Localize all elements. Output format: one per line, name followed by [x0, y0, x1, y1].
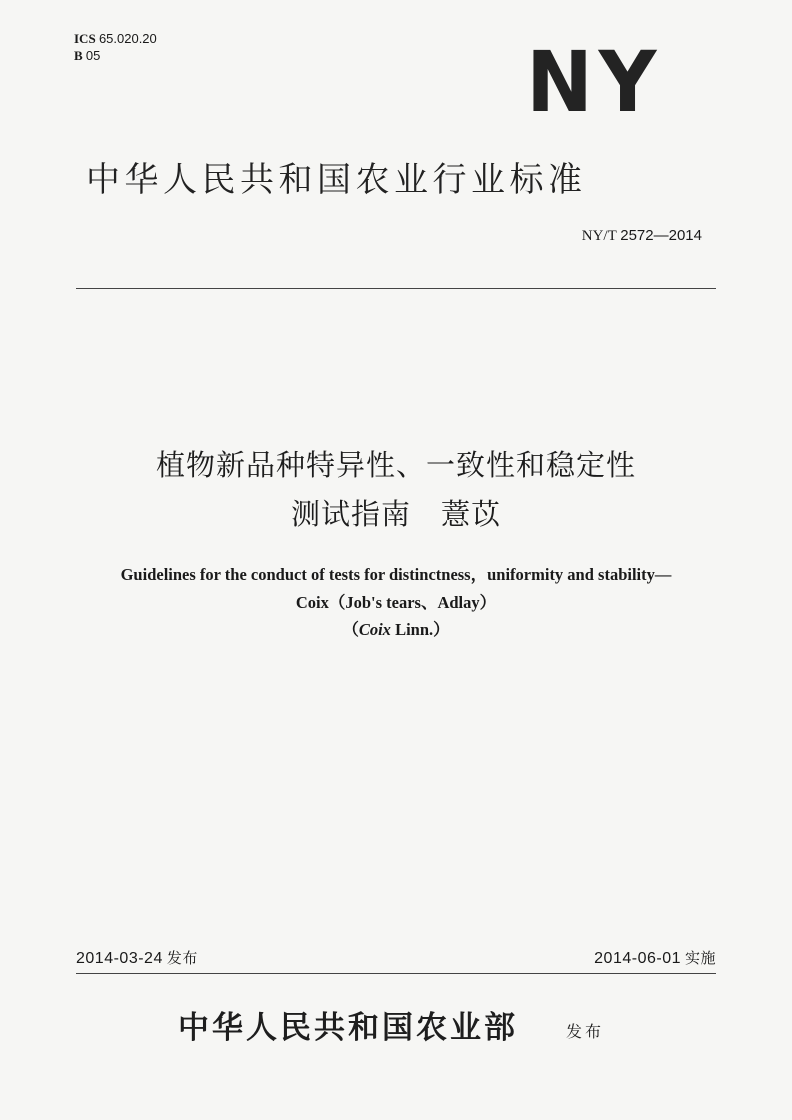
issue-date-block: [76, 948, 198, 969]
title-en-line2: Coix（Job's tears、Adlay）: [295, 593, 497, 612]
bottom-divider: [76, 973, 716, 974]
title-cn-line2: 测试指南 薏苡: [290, 497, 501, 531]
publisher: 中华人民共和国农业部: [178, 1010, 518, 1046]
implement-date-block: [594, 948, 716, 969]
title-en-line1: Guidelines for the conduct of tests for distinctness，uniformity and stability—: [120, 565, 672, 584]
title-en-line3-rest: Linn.）: [390, 620, 450, 639]
ccs-code: 05: [85, 48, 101, 63]
ccs-label: B: [74, 48, 83, 63]
ny-logo: NY: [526, 33, 662, 131]
standard-number: [582, 227, 702, 245]
publisher-suffix: 发布: [566, 1022, 605, 1041]
top-divider: [76, 288, 716, 289]
title-en-line3-open: （: [342, 620, 359, 639]
issue-date: 2014-03-24: [76, 950, 163, 967]
standard-number-value: 2572—2014: [620, 227, 702, 244]
ics-label: ICS: [74, 31, 96, 46]
title-en-genus: Coix: [358, 620, 391, 639]
title-en-line3: [0, 619, 792, 641]
standard-number-prefix: NY/T: [581, 228, 617, 244]
implement-label: 实施: [684, 949, 716, 967]
ics-code: 65.020.20: [98, 31, 157, 46]
title-cn-line1: 植物新品种特异性、一致性和稳定性: [155, 448, 636, 482]
ccs-classification: [74, 47, 100, 64]
standard-category: 中华人民共和国农业行业标准: [86, 160, 587, 200]
implement-date: 2014-06-01: [594, 950, 681, 967]
issue-label: 发布: [166, 949, 198, 967]
ics-classification: [74, 30, 157, 47]
